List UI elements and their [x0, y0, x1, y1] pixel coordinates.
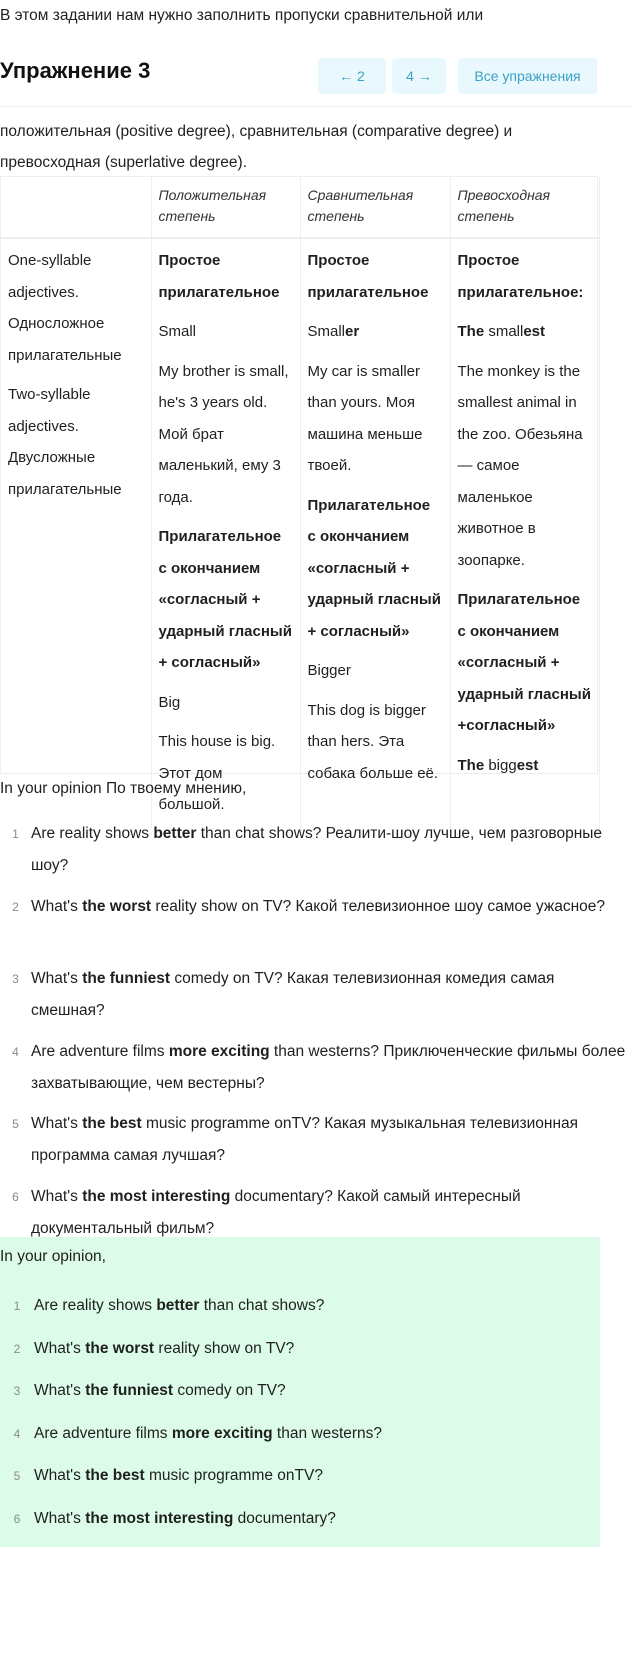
- table-cell: [450, 238, 599, 829]
- cell-paragraph: [159, 356, 293, 514]
- answer-heading: In your opinion,: [0, 1248, 106, 1265]
- cell-paragraph: [159, 687, 293, 719]
- table-cell: [1, 238, 151, 829]
- cell-paragraph: [308, 316, 443, 348]
- cell-paragraph: [458, 316, 592, 348]
- item-text: [31, 1108, 626, 1172]
- text-segment: Are reality shows: [34, 1297, 157, 1314]
- item-text: [34, 1462, 323, 1490]
- table-cell: [300, 238, 450, 829]
- text-segment: What's: [34, 1467, 86, 1485]
- bold-text: the best: [82, 1115, 142, 1132]
- text-segment: What's: [31, 1115, 83, 1132]
- item-number: 4: [13, 1426, 21, 1441]
- text-segment: One-syllable adjectives. Односложное прилагательные: [8, 252, 122, 364]
- bold-text: the funniest: [85, 1382, 174, 1400]
- cell-paragraph: [308, 356, 443, 482]
- intro-text: В этом задании нам нужно заполнить пропуски сравнительной или: [0, 7, 484, 24]
- text-segment: comedy on TV?: [173, 1382, 286, 1400]
- item-text: [31, 818, 626, 882]
- text-segment: than westerns? Приключенческие фильмы более захватывающие, чем вестерны?: [31, 1042, 626, 1092]
- text-segment: music programme onTV? Какая музыкальная телевизионная программа самая лучшая?: [31, 1115, 579, 1164]
- text-segment: What's: [31, 970, 83, 987]
- text-segment: My car is smaller than yours. Моя машина меньше твоей.: [307, 362, 423, 474]
- item-text: [34, 1420, 382, 1448]
- text-segment: Small: [307, 323, 346, 340]
- text-segment: Are reality shows: [31, 825, 154, 842]
- text-segment: What's: [34, 1382, 86, 1400]
- text-segment: than chat shows?: [199, 1297, 325, 1314]
- item-number: 5: [13, 1469, 21, 1484]
- text-segment: My brother is small, he's 3 years old. Мой брат маленький, ему 3 года.: [158, 362, 289, 506]
- prev-exercise-button[interactable]: ← 2: [318, 58, 386, 94]
- bold-text: more exciting: [168, 1042, 270, 1060]
- bold-text: more exciting: [171, 1424, 273, 1442]
- item-text: [31, 891, 626, 923]
- answer-item: [0, 1292, 600, 1320]
- answer-item: [0, 1420, 600, 1448]
- text-segment: What's: [34, 1510, 86, 1527]
- bold-text: Прилагательное с окончанием «согласный + ударный гласный + согласный»: [307, 496, 441, 640]
- item-text: [34, 1377, 286, 1405]
- cell-paragraph: [308, 245, 443, 308]
- text-segment: documentary? Какой самый интересный документальный фильм?: [31, 1187, 521, 1237]
- question-item: [0, 891, 630, 923]
- item-number: 2: [13, 1341, 21, 1356]
- bold-text: est: [516, 756, 539, 774]
- bold-text: The: [457, 756, 485, 774]
- bold-text: the most interesting: [85, 1510, 234, 1527]
- text-segment: This house is big. Этот дом большой.: [158, 733, 276, 813]
- text-segment: documentary?: [233, 1510, 336, 1527]
- cell-paragraph: [159, 316, 293, 348]
- item-number: 1: [13, 1299, 21, 1313]
- answer-item: [0, 1335, 600, 1363]
- bold-text: er: [345, 323, 360, 340]
- text-segment: Are adventure films: [34, 1424, 172, 1442]
- text-segment: Bigger: [307, 662, 351, 679]
- cell-paragraph: [308, 490, 443, 648]
- text-segment: Small: [158, 323, 197, 340]
- item-number: 4: [12, 1044, 19, 1059]
- bold-text: Прилагательное с окончанием «согласный + ударный гласный + согласный»: [158, 528, 292, 671]
- question-item: [0, 1108, 630, 1172]
- question-item: [0, 1181, 630, 1245]
- table-header-cell: Сравнительная степень: [300, 177, 450, 238]
- page-title: Упражнение 3: [0, 58, 151, 83]
- cell-paragraph: [8, 245, 144, 371]
- text-segment: This dog is bigger than hers. Эта собака больше её.: [307, 701, 439, 782]
- text-segment: What's: [34, 1339, 86, 1357]
- answer-item: [0, 1377, 600, 1405]
- item-number: 1: [12, 827, 19, 841]
- cell-paragraph: [8, 379, 144, 505]
- table-header-cell: Превосходная степень: [450, 177, 599, 238]
- text-segment: Two-syllable adjectives. Двусложные прилагательные: [8, 386, 122, 498]
- text-segment: What's: [31, 897, 83, 915]
- item-text: [34, 1335, 294, 1363]
- question-item: [0, 963, 630, 1027]
- cell-paragraph: [159, 726, 293, 821]
- opinion-label: In your opinion По твоему мнению,: [0, 780, 247, 797]
- question-item: [0, 818, 630, 882]
- bold-text: est: [523, 323, 546, 340]
- table-cell: [151, 238, 300, 829]
- next-exercise-button[interactable]: 4 →: [392, 58, 446, 94]
- paragraph-line: превосходная (superlative degree).: [0, 154, 248, 171]
- item-text: [31, 963, 626, 1027]
- paragraph-line: положительная (positive degree), сравнительная (comparative degree) и: [0, 123, 513, 140]
- bold-text: Простое прилагательное: [307, 252, 429, 301]
- text-segment: Are adventure films: [31, 1042, 169, 1060]
- table-header-cell: [1, 177, 151, 238]
- item-text: [31, 1181, 626, 1245]
- answer-item: [0, 1505, 600, 1533]
- cell-paragraph: [159, 245, 293, 308]
- answer-item: [0, 1462, 600, 1490]
- text-segment: The monkey is the smallest animal in the zoo. Обезьяна — самое маленькое животное в зоопарке.: [457, 362, 583, 569]
- text-segment: than westerns?: [272, 1424, 383, 1442]
- bold-text: the best: [85, 1467, 145, 1485]
- cell-paragraph: [159, 521, 293, 679]
- item-number: 5: [12, 1117, 19, 1131]
- item-number: 6: [13, 1512, 21, 1526]
- text-segment: music programme onTV?: [144, 1467, 323, 1485]
- bold-text: the funniest: [82, 970, 171, 987]
- cell-paragraph: [458, 584, 592, 742]
- table-row: [1, 238, 599, 829]
- bold-text: Простое прилагательное:: [457, 252, 584, 301]
- item-number: 6: [12, 1189, 19, 1204]
- item-number: 3: [12, 972, 19, 986]
- text-segment: Big: [158, 693, 181, 711]
- item-text: [31, 1036, 626, 1100]
- text-segment: reality show on TV? Какой телевизионное шоу самое ужасное?: [151, 897, 605, 915]
- question-item: [0, 1036, 630, 1100]
- item-text: [34, 1505, 336, 1533]
- all-exercises-button[interactable]: Все упражнения: [458, 58, 597, 94]
- text-segment: comedy on TV? Какая телевизионная комедия самая смешная?: [31, 970, 555, 1019]
- table-header-row: [1, 177, 599, 238]
- cell-paragraph: [458, 356, 592, 577]
- cell-paragraph: [308, 695, 443, 790]
- item-number: 2: [12, 899, 19, 914]
- text-segment: bigg: [484, 756, 517, 774]
- text-segment: than chat shows? Реалити-шоу лучше, чем разговорные шоу?: [31, 825, 603, 874]
- text-segment: small: [484, 323, 524, 340]
- exercise-header: [0, 44, 632, 107]
- cell-paragraph: [458, 750, 592, 782]
- bold-text: The: [457, 323, 485, 340]
- text-segment: What's: [31, 1187, 83, 1205]
- item-number: 3: [13, 1384, 21, 1399]
- bold-text: the most interesting: [82, 1187, 231, 1205]
- table-header-cell: Положительная степень: [151, 177, 300, 238]
- bold-text: Простое прилагательное: [158, 252, 280, 301]
- cell-paragraph: [308, 655, 443, 687]
- cell-paragraph: [458, 245, 592, 308]
- bold-text: better: [153, 825, 197, 842]
- bold-text: the worst: [82, 897, 152, 915]
- bold-text: the worst: [85, 1339, 155, 1357]
- bold-text: Прилагательное с окончанием «согласный + ударный гласный +согласный»: [457, 591, 591, 734]
- item-text: [34, 1292, 324, 1320]
- bold-text: better: [156, 1297, 200, 1314]
- text-segment: reality show on TV?: [154, 1339, 295, 1357]
